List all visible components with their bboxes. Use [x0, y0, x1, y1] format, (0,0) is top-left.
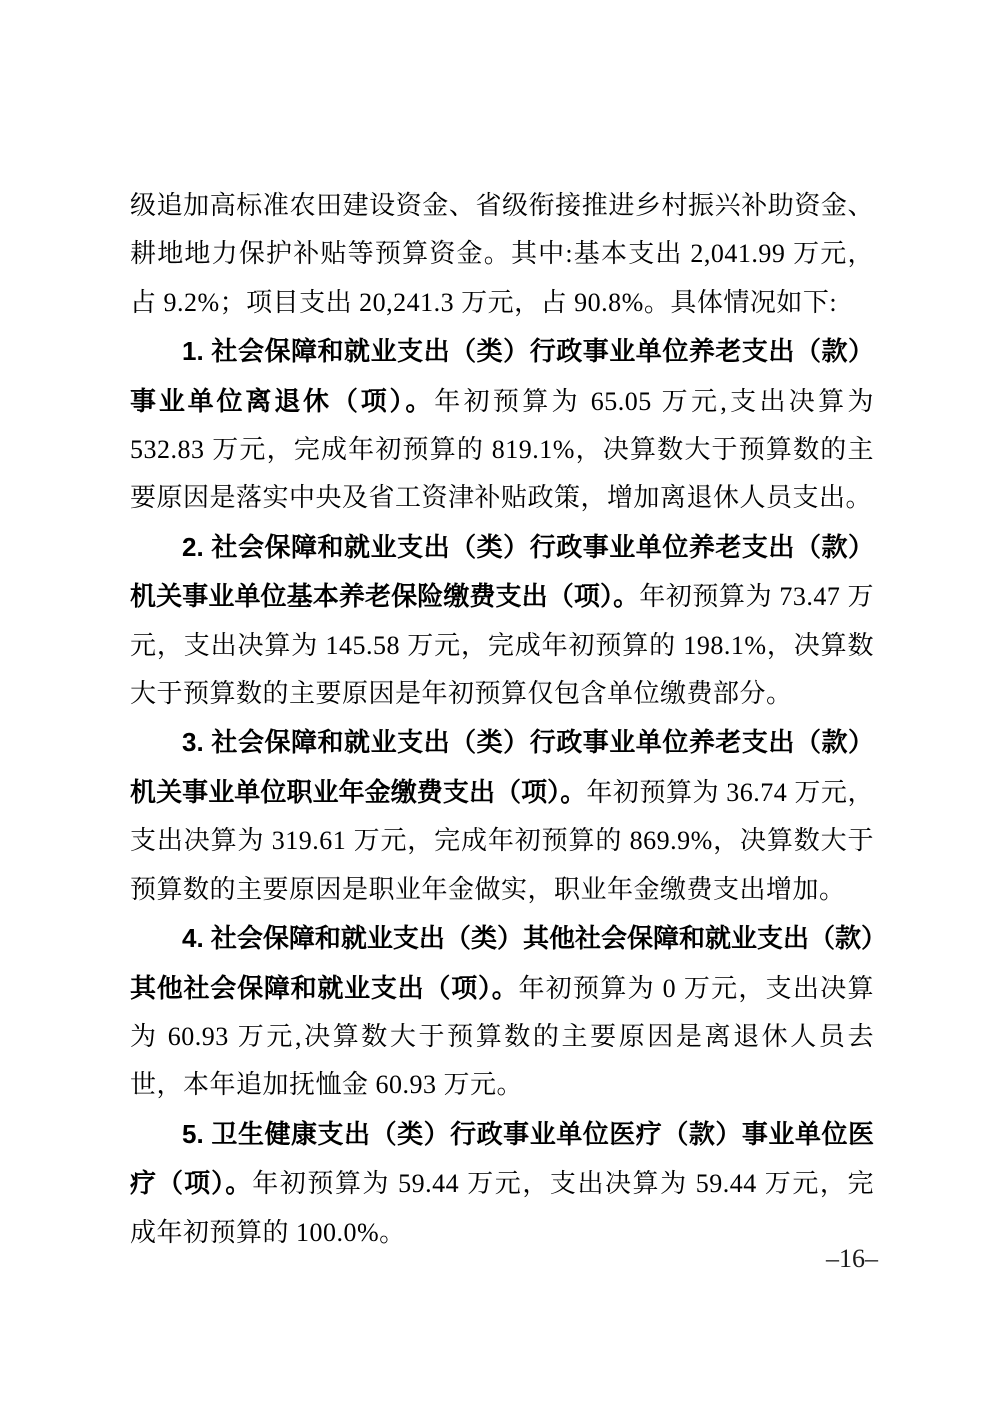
budget-item-2-body: 年初预算为 73.47 万元，支出决算为 145.58 万元，完成年初预算的 198.1%，决算数大于预算数的主要原因是年初预算仅包含单位缴费部分。 — [130, 582, 874, 709]
budget-item-5-heading: 5. 卫生健康支出（类）行政事业单位医疗（款）事业单位医疗（项）。 — [130, 1118, 874, 1199]
budget-item-5 — [130, 1110, 874, 1257]
budget-item-3 — [130, 718, 874, 914]
budget-item-3-body: 年初预算为 36.74 万元，支出决算为 319.61 万元，完成年初预算的 869.9%，决算数大于预算数的主要原因是职业年金做实，职业年金缴费支出增加。 — [130, 777, 874, 904]
budget-item-5-body: 年初预算为 59.44 万元，支出决算为 59.44 万元，完成年初预算的 100.0%。 — [130, 1169, 874, 1247]
budget-item-1-body: 年初预算为 65.05 万元,支出决算为 532.83 万元，完成年初预算的 819.1%，决算数大于预算数的主要原因是落实中央及省工资津补贴政策，增加离退休人员支出。 — [130, 386, 874, 513]
intro-paragraph: 级追加高标准农田建设资金、省级衔接推进乡村振兴补助资金、耕地地力保护补贴等预算资金。其中:基本支出 2,041.99 万元，占 9.2%；项目支出 20,241.3 万元，占 90.8%。具体情况如下: — [130, 191, 874, 317]
budget-item-2-heading: 2. 社会保障和就业支出（类）行政事业单位养老支出（款）机关事业单位基本养老保险缴费支出（项）。 — [130, 531, 874, 612]
budget-item-3-heading: 3. 社会保障和就业支出（类）行政事业单位养老支出（款）机关事业单位职业年金缴费支出（项）。 — [130, 727, 874, 807]
budget-item-4-heading: 4. 社会保障和就业支出（类）其他社会保障和就业支出（款）其他社会保障和就业支出（项）。 — [130, 923, 874, 1003]
budget-item-2 — [130, 523, 874, 719]
budget-item-1 — [130, 327, 874, 523]
budget-item-4-body: 年初预算为 0 万元，支出决算为 60.93 万元,决算数大于预算数的主要原因是离退休人员去世，本年追加抚恤金 60.93 万元。 — [130, 973, 874, 1100]
page-number: –16– — [826, 1244, 878, 1273]
budget-item-4 — [130, 914, 874, 1110]
page-content — [130, 182, 874, 1257]
budget-item-1-heading: 1. 社会保障和就业支出（类）行政事业单位养老支出（款）事业单位离退休（项）。 — [130, 336, 874, 416]
